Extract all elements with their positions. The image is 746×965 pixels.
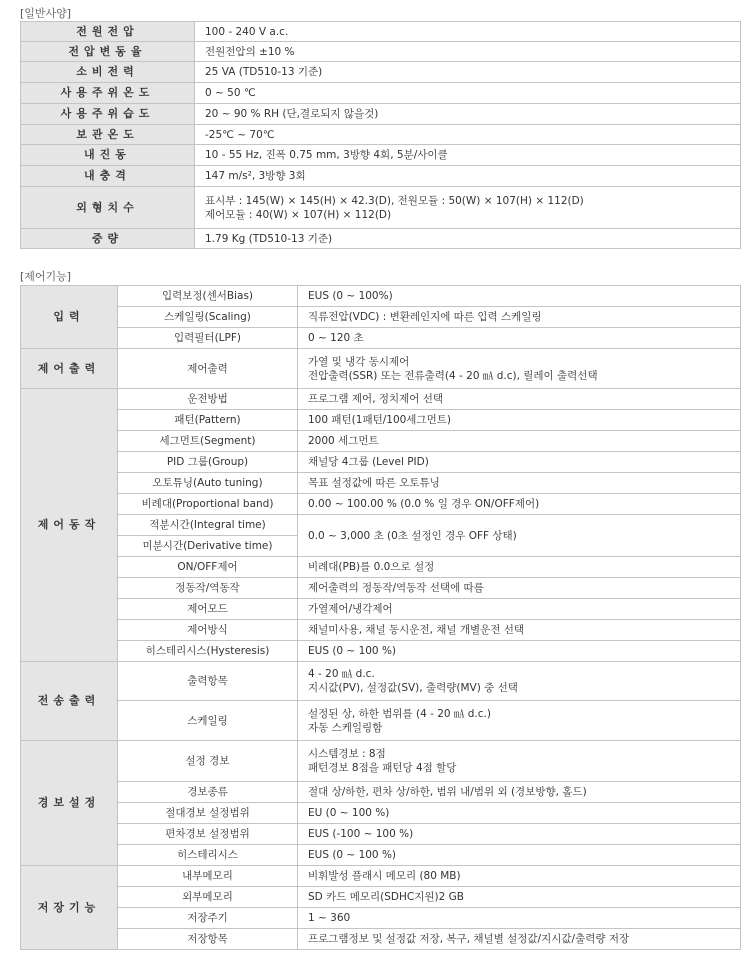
spec-value-line: 비례대(PB)를 0.0으로 설정	[308, 561, 435, 573]
table-row	[21, 929, 741, 950]
spec-value-line: 비휘발성 플래시 메모리 (80 MB)	[308, 870, 461, 882]
spec-value	[298, 494, 741, 515]
table-row	[21, 22, 741, 42]
table-row	[21, 845, 741, 866]
spec-value-line: 10 - 55 Hz, 진폭 0.75 mm, 3방향 4회, 5분/사이클	[205, 149, 448, 161]
table-row	[21, 908, 741, 929]
group-label: 경보설정	[21, 741, 118, 866]
spec-value-line: 전압출력(SSR) 또는 전류출력(4 - 20 ㎃ d.c), 릴레이 출력선택	[308, 369, 598, 382]
item-label: 스케일링	[118, 701, 298, 741]
spec-value-line: 프로그램정보 및 설정값 저장, 복구, 채널별 설정값/지시값/출력량 저장	[308, 933, 630, 945]
item-label: 입력보정(센서Bias)	[118, 286, 298, 307]
table-row	[21, 286, 741, 307]
spec-value	[298, 929, 741, 950]
table-row	[21, 229, 741, 249]
spec-value-line: EUS (0 ~ 100 %)	[308, 849, 397, 861]
group-label: 저장기능	[21, 866, 118, 950]
spec-value-line: EUS (0 ~ 100 %)	[308, 645, 397, 657]
item-label: 오토튜닝(Auto tuning)	[118, 473, 298, 494]
spec-value-line: 가열제어/냉각제어	[308, 603, 393, 615]
general-spec-title: [일반사양]	[20, 7, 72, 20]
item-label: 내부메모리	[118, 866, 298, 887]
table-row	[21, 62, 741, 83]
spec-value-line: 100 - 240 V a.c.	[205, 25, 289, 38]
item-label: 히스테리시스	[118, 845, 298, 866]
table-row	[21, 803, 741, 824]
item-label: 편차경보 설정범위	[118, 824, 298, 845]
item-label: 저장항목	[118, 929, 298, 950]
item-label: ON/OFF제어	[118, 557, 298, 578]
spec-value-line: 100 패턴(1패턴/100세그먼트)	[308, 414, 451, 426]
table-row	[21, 557, 741, 578]
item-label: 절대경보 설정범위	[118, 803, 298, 824]
spec-label: 외형치수	[21, 187, 195, 229]
group-label: 입력	[21, 286, 118, 349]
spec-value-line: 채널당 4그룹 (Level PID)	[308, 456, 429, 468]
spec-label: 내진동	[21, 145, 195, 166]
spec-value-line: 25 VA (TD510-13 기준)	[205, 66, 323, 78]
spec-value	[195, 62, 741, 83]
item-label: 저장주기	[118, 908, 298, 929]
table-row	[21, 741, 741, 782]
spec-value-line: EU (0 ~ 100 %)	[308, 807, 390, 819]
spec-value-line: 시스템경보 : 8점	[308, 748, 386, 760]
spec-value	[298, 431, 741, 452]
spec-value	[298, 286, 741, 307]
spec-value-line: 프로그램 제어, 정치제어 선택	[308, 393, 444, 405]
spec-value	[195, 83, 741, 104]
table-row	[21, 389, 741, 410]
spec-value	[195, 145, 741, 166]
table-row	[21, 494, 741, 515]
spec-label: 소비전력	[21, 62, 195, 83]
spec-value	[195, 42, 741, 62]
spec-value-line: 전원전압의 ±10 %	[205, 45, 295, 58]
table-row	[21, 641, 741, 662]
spec-value-line: 패턴경보 8점을 패턴당 4점 할당	[308, 762, 457, 774]
spec-value	[298, 620, 741, 641]
spec-value	[298, 578, 741, 599]
spec-value	[195, 187, 741, 229]
item-label: 세그먼트(Segment)	[118, 431, 298, 452]
item-label: 출력항목	[118, 662, 298, 701]
table-row	[21, 599, 741, 620]
item-label: 미분시간(Derivative time)	[118, 536, 298, 557]
spec-value	[298, 328, 741, 349]
table-row	[21, 410, 741, 431]
spec-value-line: 표시부 : 145(W) × 145(H) × 42.3(D), 전원모듈 : 50(W) × 107(H) × 112(D)	[205, 194, 584, 207]
spec-value	[298, 803, 741, 824]
spec-value	[298, 473, 741, 494]
item-label: 비례대(Proportional band)	[118, 494, 298, 515]
spec-value	[298, 887, 741, 908]
spec-value	[195, 229, 741, 249]
spec-value	[298, 389, 741, 410]
item-label: PID 그룹(Group)	[118, 452, 298, 473]
item-label: 경보종류	[118, 782, 298, 803]
item-label: 제어모드	[118, 599, 298, 620]
spec-value	[298, 410, 741, 431]
spec-value	[298, 845, 741, 866]
spec-value	[298, 866, 741, 887]
control-function-title: [제어기능]	[20, 270, 72, 283]
item-label: 제어방식	[118, 620, 298, 641]
spec-value	[195, 104, 741, 125]
spec-value	[298, 452, 741, 473]
general-spec-table	[20, 21, 741, 249]
spec-value	[298, 599, 741, 620]
spec-value	[298, 307, 741, 328]
spec-value-line: EUS (0 ~ 100%)	[308, 290, 393, 302]
spec-value-line: 절대 상/하한, 편차 상/하한, 범위 내/범위 외 (경보방향, 홀드)	[308, 786, 587, 798]
table-row	[21, 782, 741, 803]
table-row	[21, 328, 741, 349]
spec-value-line: 20 ~ 90 % RH (단,결로되지 않을것)	[205, 108, 379, 120]
table-row	[21, 824, 741, 845]
table-row	[21, 887, 741, 908]
spec-label: 중량	[21, 229, 195, 249]
spec-value-line: EUS (-100 ~ 100 %)	[308, 828, 414, 840]
item-label: 정동작/역동작	[118, 578, 298, 599]
spec-value-line: SD 카드 메모리(SDHC지원)2 GB	[308, 891, 464, 903]
item-label: 입력필터(LPF)	[118, 328, 298, 349]
spec-value-line: 가열 및 냉각 동시제어	[308, 355, 410, 368]
spec-value	[298, 662, 741, 701]
spec-label: 사용주위온도	[21, 83, 195, 104]
spec-value-line: 직류전압(VDC) : 변환레인지에 따른 입력 스케일링	[308, 311, 542, 323]
spec-value	[298, 782, 741, 803]
spec-value-line: 0.0 ~ 3,000 초 (0초 설정인 경우 OFF 상태)	[308, 529, 517, 542]
spec-value	[298, 515, 741, 557]
item-label: 제어출력	[118, 349, 298, 389]
group-label: 전송출력	[21, 662, 118, 741]
spec-value-line: 설정된 상, 하한 범위를 (4 - 20 ㎃ d.c.)	[308, 707, 491, 720]
spec-value-line: 목표 설정값에 따른 오토튜닝	[308, 477, 440, 489]
table-row	[21, 620, 741, 641]
spec-label: 사용주위습도	[21, 104, 195, 125]
group-label: 제어출력	[21, 349, 118, 389]
spec-value	[298, 641, 741, 662]
spec-value-line: 1 ~ 360	[308, 912, 351, 924]
table-row	[21, 42, 741, 62]
item-label: 운전방법	[118, 389, 298, 410]
spec-value	[195, 125, 741, 145]
item-label: 설정 경보	[118, 741, 298, 782]
spec-value	[298, 349, 741, 389]
item-label: 패턴(Pattern)	[118, 410, 298, 431]
table-row	[21, 515, 741, 536]
spec-value	[298, 908, 741, 929]
spec-value-line: 1.79 Kg (TD510-13 기준)	[205, 232, 333, 245]
spec-value-line: 0 ~ 120 초	[308, 332, 364, 344]
spec-value-line: 지시값(PV), 설정값(SV), 출력량(MV) 중 선택	[308, 682, 518, 694]
table-row	[21, 473, 741, 494]
table-row	[21, 166, 741, 187]
table-row	[21, 145, 741, 166]
spec-value-line: -25℃ ~ 70℃	[205, 128, 275, 141]
table-row	[21, 866, 741, 887]
control-function-table	[20, 285, 741, 950]
table-row	[21, 349, 741, 389]
table-row	[21, 125, 741, 145]
spec-value	[298, 701, 741, 741]
spec-value	[298, 824, 741, 845]
spec-value	[195, 22, 741, 42]
item-label: 스케일링(Scaling)	[118, 307, 298, 328]
table-row	[21, 431, 741, 452]
spec-label: 전압변동율	[21, 42, 195, 62]
table-row	[21, 307, 741, 328]
table-row	[21, 578, 741, 599]
spec-value	[195, 166, 741, 187]
spec-value-line: 0.00 ~ 100.00 % (0.0 % 일 경우 ON/OFF제어)	[308, 498, 540, 510]
group-label: 제어동작	[21, 389, 118, 662]
item-label: 적분시간(Integral time)	[118, 515, 298, 536]
spec-value-line: 제어출력의 정동작/역동작 선택에 따름	[308, 582, 484, 594]
table-row	[21, 104, 741, 125]
spec-value-line: 0 ~ 50 ℃	[205, 87, 256, 99]
spec-value	[298, 741, 741, 782]
table-row	[21, 662, 741, 701]
spec-label: 보관온도	[21, 125, 195, 145]
table-row	[21, 187, 741, 229]
spec-value-line: 4 - 20 ㎃ d.c.	[308, 668, 375, 680]
spec-value-line: 자동 스케일링함	[308, 721, 383, 734]
spec-value	[298, 557, 741, 578]
spec-label: 내충격	[21, 166, 195, 187]
spec-value-line: 채널미사용, 채널 동시운전, 채널 개별운전 선택	[308, 624, 525, 636]
spec-value-line: 2000 세그먼트	[308, 435, 379, 447]
table-row	[21, 701, 741, 741]
spec-value-line: 제어모듈 : 40(W) × 107(H) × 112(D)	[205, 208, 392, 221]
item-label: 히스테리시스(Hysteresis)	[118, 641, 298, 662]
table-row	[21, 83, 741, 104]
spec-value-line: 147 m/s², 3방향 3회	[205, 170, 306, 182]
item-label: 외부메모리	[118, 887, 298, 908]
table-row	[21, 452, 741, 473]
spec-label: 전원전압	[21, 22, 195, 42]
